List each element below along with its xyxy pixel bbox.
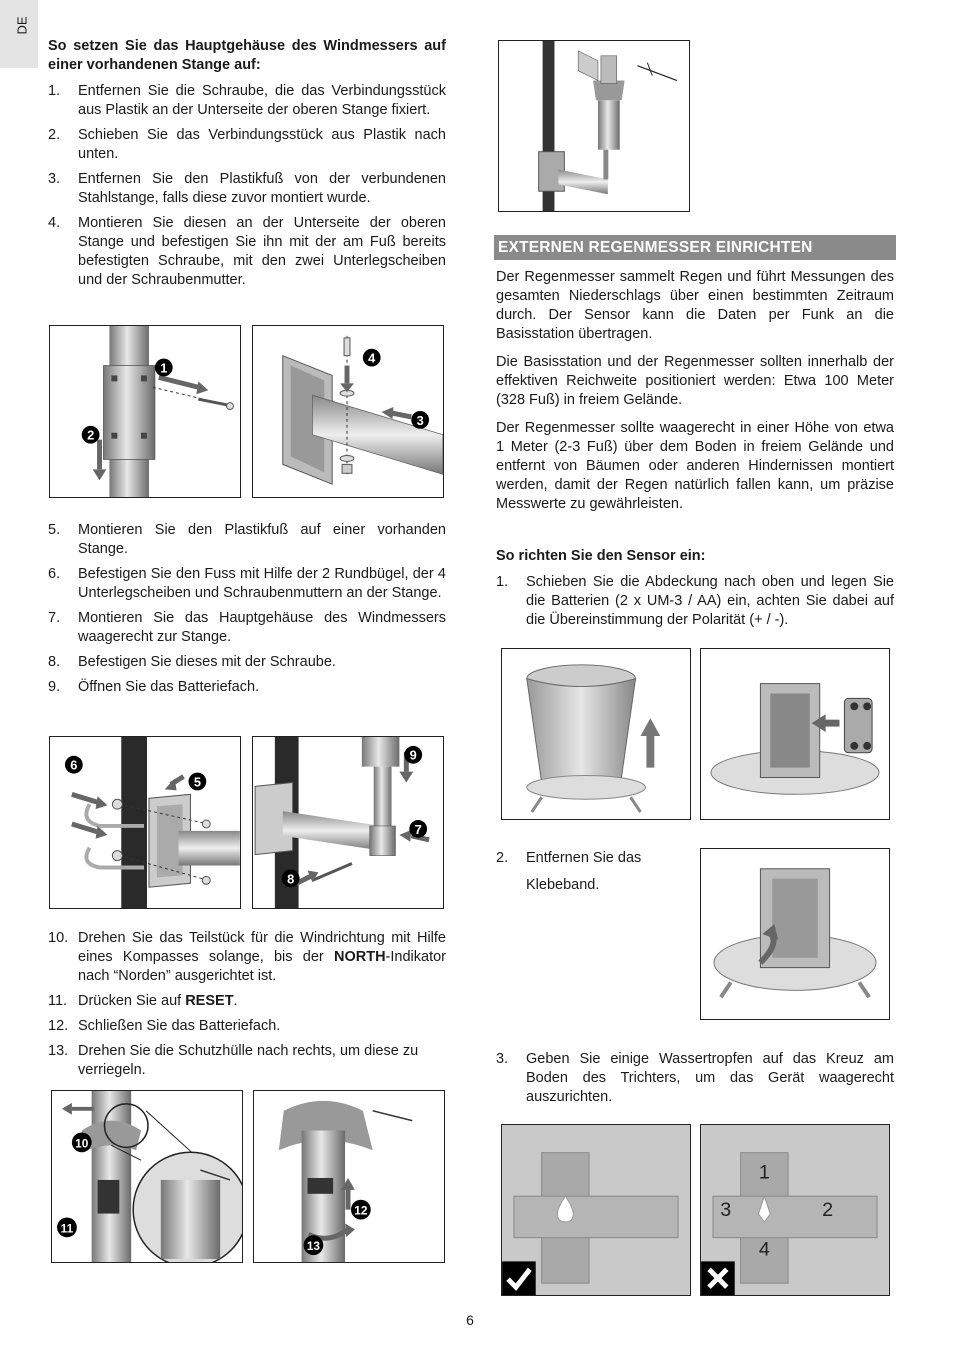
svg-text:4: 4 [368,350,376,366]
step-10: 10. Drehen Sie das Teilstück für die Windrichtung mit Hilfe eines Kompasses solange, bis der NORTH-Indikator nach “Norden” ausgerichtet ist. [48,930,446,984]
figure-mount-housing [252,736,444,909]
paragraph-3: Der Regenmesser sollte waagerecht in einer Höhe von etwa 1 Meter (2-3 Fuß) über dem Boden in freiem Gelände und entfernt von Bäumen oder anderen Hindernissen montiert werden, damit der Regen natürlich fallen kann, um präzise Messwerte zu gewährleisten. [496,420,894,512]
steps-list-c-wrap [48,929,446,1080]
svg-text:6: 6 [70,757,78,773]
sensor-step-3-list [496,1050,894,1107]
callout-12 [351,1200,371,1220]
step-4: 4. Montieren Sie diesen an der Unterseite der oberen Stange und befestigen Sie ihn mit der am Fuß bereits befestigten Schraube, mit den zwei Unterlegscheiben und der Schraubenmutter. [48,215,446,288]
steps-list-c [48,929,446,1080]
figure-mounted-anemometer [498,40,690,212]
svg-text:10: 10 [75,1136,89,1151]
figure-lift-cover [501,648,691,820]
svg-text:8: 8 [287,871,295,887]
figure-u-bolts [49,736,241,909]
figure-remove-tape [700,848,890,1020]
svg-text:12: 12 [354,1203,368,1218]
figure-level-correct [501,1124,691,1296]
mount-intro [48,37,446,290]
callout-13 [304,1235,324,1255]
callout-10 [72,1133,92,1153]
figure-mount-foot [252,325,444,498]
sensor-step-2: 2. Entfernen Sie das Klebeband. [496,850,642,893]
sensor-step-3-wrap [496,1050,894,1107]
step-3: 3. Entfernen Sie den Plastikfuß von der verbundenen Stahlstange, falls diese zuvor montiert wurde. [48,171,446,206]
language-tab [0,0,38,68]
sensor-step-1-list [496,573,894,630]
section-heading: EXTERNEN REGENMESSER EINRICHTEN [494,235,896,260]
svg-text:7: 7 [414,821,422,837]
steps-list-b [48,521,446,697]
svg-text:9: 9 [409,747,417,763]
callout-3 [411,411,429,429]
sensor-heading: So richten Sie den Sensor ein: [496,548,706,564]
callout-6 [65,756,83,774]
steps-list-a [48,82,446,290]
figure-remove-screw [49,325,241,498]
step-2: 2. Schieben Sie das Verbindungsstück aus Plastik nach unten. [48,127,446,162]
page-number: 6 [466,1312,474,1328]
step-12: 12. Schließen Sie das Batteriefach. [48,1018,281,1034]
svg-text:11: 11 [60,1221,74,1236]
level-number-1: 1 [758,1161,770,1184]
level-number-4: 4 [758,1238,770,1261]
figure-lock-cover [253,1090,445,1263]
step-13: 13. Drehen Sie die Schutzhülle nach rechts, um diese zu verriegeln. [48,1043,419,1078]
svg-text:3: 3 [416,412,424,428]
mount-heading: So setzen Sie das Hauptgehäuse des Windmessers auf einer vorhandenen Stange auf: [48,38,446,73]
rain-gauge-intro [496,268,894,630]
check-mark-icon [502,1261,536,1295]
svg-text:2: 2 [87,427,95,443]
steps-list-b-wrap [48,521,446,697]
callout-8 [282,869,300,887]
callout-1 [155,359,173,377]
step-9: 9. Öffnen Sie das Batteriefach. [48,679,260,695]
figure-insert-batteries [700,648,890,820]
sensor-step-1: 1. Schieben Sie die Abdeckung nach oben und legen Sie die Batterien (2 x UM-3 / AA) ein, achten Sie dabei auf die Übereinstimmung der Polarität (+ / -). [496,574,894,628]
callout-11 [57,1218,77,1238]
paragraph-1: Der Regenmesser sammelt Regen und führt Messungen des gesamten Niederschlags über einen bestimmten Zeitraum durch. Der Sensor kann die Daten per Funk an die Basisstation übertragen. [496,269,894,342]
sensor-step-3: 3. Geben Sie einige Wassertropfen auf das Kreuz am Boden des Trichters, um das Gerät waagerecht auszurichten. [496,1051,894,1105]
step-1: 1. Entfernen Sie die Schraube, die das Verbindungsstück aus Plastik an der Unterseite der oberen Stange fixiert. [48,83,446,118]
step-6: 6. Befestigen Sie den Fuss mit Hilfe der 2 Rundbügel, der 4 Unterlegscheiben und Schraubenmuttern an der Stange. [48,566,446,601]
step-7: 7. Montieren Sie das Hauptgehäuse des Windmessers waagerecht zur Stange. [48,610,446,645]
svg-text:5: 5 [193,774,201,790]
callout-2 [82,426,100,444]
callout-9 [404,746,422,764]
callout-7 [409,820,427,838]
step-8: 8. Befestigen Sie dieses mit der Schraube. [48,654,336,670]
figure-reset [51,1090,243,1263]
callout-5 [188,773,206,791]
callout-4 [363,349,381,367]
svg-text:13: 13 [306,1239,321,1254]
paragraph-2: Die Basisstation und der Regenmesser sollten innerhalb der effektiven Reichweite positioniert werden: Etwa 100 Meter (328 Fuß) in freiem Gelände. [496,354,894,408]
level-number-2: 2 [822,1198,834,1221]
figure-level-wrong [700,1124,890,1296]
step-11: 11. Drücken Sie auf RESET. [48,993,238,1009]
language-label: DE [14,16,30,35]
level-number-3: 3 [720,1198,732,1221]
svg-text:1: 1 [160,360,168,376]
step-5: 5. Montieren Sie den Plastikfuß auf einer vorhanden Stange. [48,522,446,557]
